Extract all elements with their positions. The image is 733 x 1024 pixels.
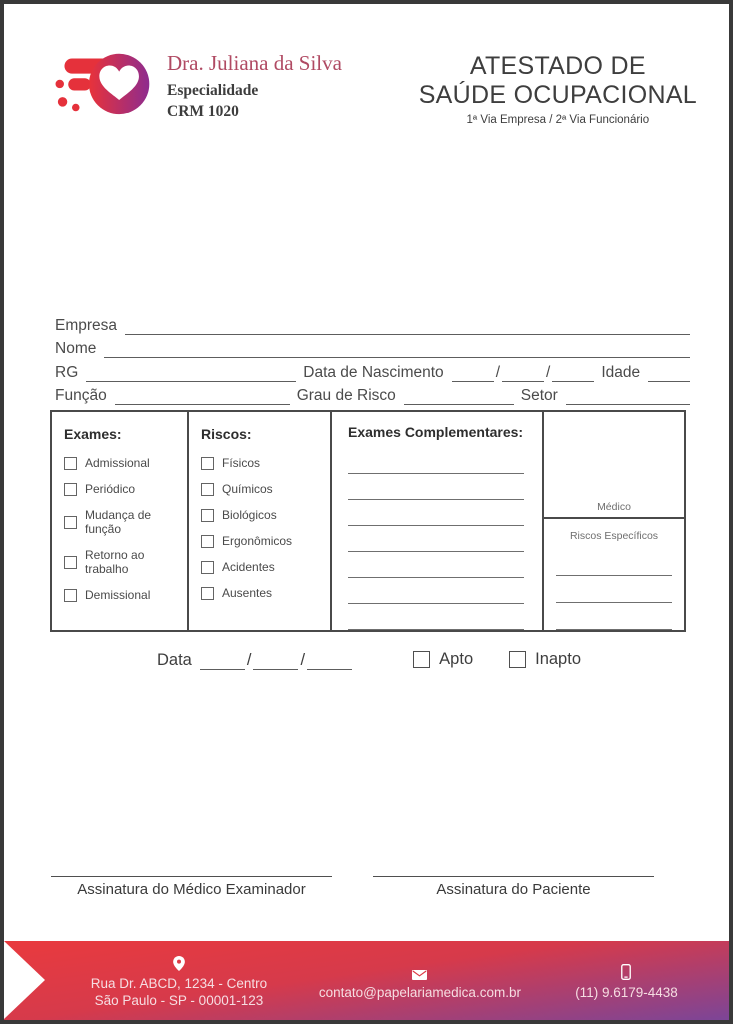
quimicos-label: Químicos	[222, 482, 273, 496]
ergonomicos-checkbox[interactable]	[201, 535, 214, 548]
doctor-crm: CRM 1020	[167, 103, 239, 120]
exams-column	[52, 412, 189, 630]
complementary-exams-column	[332, 412, 544, 630]
apto-checkbox[interactable]	[413, 651, 430, 668]
risk-option-row	[201, 482, 322, 496]
retorno-trabalho-checkbox[interactable]	[64, 556, 77, 569]
complementary-exams-header: Exames Complementares:	[348, 424, 524, 440]
title-block	[419, 52, 697, 126]
footer-phone-block	[538, 961, 715, 1001]
medico-label: Médico	[597, 501, 631, 513]
risk-option-row	[201, 586, 322, 600]
patient-fields	[55, 311, 690, 405]
brand-text	[167, 50, 342, 121]
title-line1: ATESTADO DE	[469, 52, 646, 80]
footer-email-block	[302, 961, 538, 1001]
inapto-option	[509, 650, 581, 669]
apto-label: Apto	[439, 650, 474, 668]
rg-field-line[interactable]	[86, 366, 296, 382]
risks-column	[189, 412, 332, 630]
complementary-write-line[interactable]	[348, 500, 524, 526]
date-slash: /	[300, 651, 306, 669]
risks-header: Riscos:	[201, 426, 252, 442]
acidentes-label: Acidentes	[222, 560, 275, 574]
fisicos-label: Físicos	[222, 456, 261, 470]
nome-row	[55, 335, 690, 359]
nascimento-label: Data de Nascimento	[303, 363, 444, 381]
mudanca-funcao-checkbox[interactable]	[64, 516, 77, 529]
grau-risco-field-line[interactable]	[404, 389, 514, 405]
heart-logo-icon	[53, 50, 157, 116]
quimicos-checkbox[interactable]	[201, 483, 214, 496]
footer-address-line1: Rua Dr. ABCD, 1234 - Centro	[90, 976, 268, 991]
data-year-line[interactable]	[307, 654, 352, 670]
apto-option	[413, 650, 473, 669]
empresa-field-line[interactable]	[125, 319, 690, 335]
envelope-icon	[302, 961, 538, 980]
location-pin-icon	[56, 952, 302, 971]
inapto-label: Inapto	[535, 650, 581, 668]
acidentes-checkbox[interactable]	[201, 561, 214, 574]
data-day-line[interactable]	[200, 654, 245, 670]
specific-risk-write-line[interactable]	[556, 603, 672, 630]
exam-option-row	[64, 548, 179, 576]
medico-column	[544, 412, 684, 630]
exams-header: Exames:	[64, 426, 122, 442]
risk-option-row	[201, 456, 322, 470]
setor-field-line[interactable]	[566, 389, 690, 405]
ausentes-checkbox[interactable]	[201, 587, 214, 600]
rg-row	[55, 358, 690, 382]
biologicos-checkbox[interactable]	[201, 509, 214, 522]
specific-risk-write-line[interactable]	[556, 544, 672, 576]
exam-option-row	[64, 456, 179, 470]
data-month-line[interactable]	[253, 654, 298, 670]
nascimento-month-line[interactable]	[502, 366, 544, 382]
date-part	[157, 651, 352, 670]
patient-signature-line[interactable]	[373, 876, 654, 877]
exam-option-row	[64, 482, 179, 496]
complementary-write-line[interactable]	[348, 578, 524, 604]
grau-risco-label: Grau de Risco	[296, 387, 396, 404]
date-slash: /	[546, 363, 551, 381]
admissional-checkbox[interactable]	[64, 457, 77, 470]
risk-option-row	[201, 508, 322, 522]
funcao-row	[55, 382, 690, 406]
nascimento-day-line[interactable]	[452, 366, 494, 382]
admissional-label: Admissional	[85, 456, 150, 470]
nascimento-year-line[interactable]	[552, 366, 594, 382]
complementary-write-line[interactable]	[348, 526, 524, 552]
footer-address-block	[56, 952, 302, 1009]
verdict-options	[413, 650, 581, 670]
footer-phone: (11) 9.6179-4438	[575, 984, 678, 1000]
examiner-signature-label: Assinatura do Médico Examinador	[77, 881, 306, 898]
mobile-phone-icon	[538, 961, 715, 980]
doctor-name: Dra. Juliana da Silva	[167, 51, 342, 75]
data-label: Data	[157, 651, 192, 669]
examiner-signature-line[interactable]	[51, 876, 332, 877]
risk-option-row	[201, 560, 322, 574]
ausentes-label: Ausentes	[222, 586, 273, 600]
examiner-signature-block	[51, 876, 332, 898]
fisicos-checkbox[interactable]	[201, 457, 214, 470]
specific-risks-area	[544, 519, 684, 630]
funcao-label: Função	[55, 387, 107, 404]
exam-option-row	[64, 508, 179, 536]
header	[53, 50, 697, 126]
doctor-specialty: Especialidade	[167, 82, 259, 99]
signatures	[51, 876, 654, 898]
exam-grid-table	[50, 410, 686, 632]
complementary-write-line[interactable]	[348, 474, 524, 500]
complementary-write-line[interactable]	[348, 552, 524, 578]
exam-option-row	[64, 588, 179, 602]
footer-email: contato@papelariamedica.com.br	[318, 984, 521, 1000]
demissional-label: Demissional	[85, 588, 151, 602]
patient-signature-label: Assinatura do Paciente	[436, 881, 591, 898]
setor-label: Setor	[520, 387, 558, 404]
nome-label: Nome	[55, 340, 97, 357]
copies-note: 1ª Via Empresa / 2ª Via Funcionário	[466, 114, 650, 126]
specific-risk-write-line[interactable]	[556, 576, 672, 603]
footer-arrow-notch	[4, 941, 45, 1019]
medico-stamp-area[interactable]	[544, 412, 684, 519]
mudanca-funcao-label: Mudança de função	[85, 508, 152, 536]
periodico-label: Periódico	[85, 482, 136, 496]
funcao-field-line[interactable]	[115, 389, 290, 405]
biologicos-label: Biológicos	[222, 508, 277, 522]
date-slash: /	[495, 363, 500, 381]
idade-label: Idade	[601, 363, 641, 381]
risk-option-row	[201, 534, 322, 548]
inapto-checkbox[interactable]	[509, 651, 526, 668]
specific-risks-header: Riscos Específicos	[569, 530, 659, 542]
periodico-checkbox[interactable]	[64, 483, 77, 496]
demissional-checkbox[interactable]	[64, 589, 77, 602]
footer-address-line2: São Paulo - SP - 00001-123	[94, 993, 264, 1008]
complementary-write-line[interactable]	[348, 604, 524, 630]
brand-block	[53, 50, 342, 121]
footer	[4, 941, 729, 1020]
empresa-row	[55, 311, 690, 335]
retorno-trabalho-label: Retorno ao trabalho	[85, 548, 145, 576]
patient-signature-block	[373, 876, 654, 898]
document-title	[419, 52, 697, 110]
ergonomicos-label: Ergonômicos	[222, 534, 293, 548]
title-line2: SAÚDE OCUPACIONAL	[418, 81, 697, 109]
nome-field-line[interactable]	[104, 342, 690, 358]
empresa-label: Empresa	[55, 316, 118, 334]
rg-label: RG	[55, 363, 79, 381]
idade-field-line[interactable]	[648, 366, 690, 382]
complementary-write-line[interactable]	[348, 454, 524, 474]
date-slash: /	[246, 651, 252, 669]
result-row	[157, 650, 581, 670]
